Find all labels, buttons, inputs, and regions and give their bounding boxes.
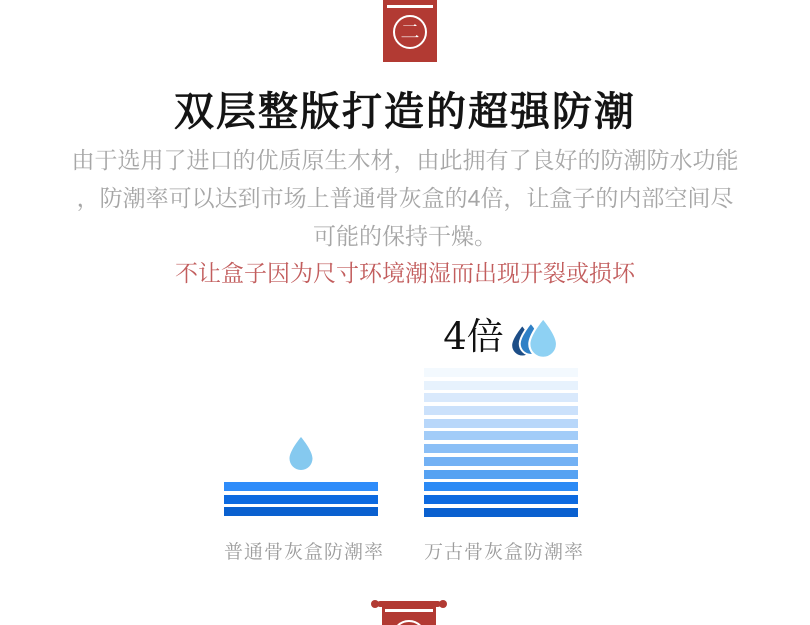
- intro-line-2: ，防潮率可以达到市场上普通骨灰盒的4倍，让盒子的内部空间尽: [76, 185, 734, 211]
- water-drop-icon: [288, 437, 314, 476]
- highlight-text: 不让盒子因为尺寸环境潮湿而出现开裂或损坏: [175, 260, 635, 286]
- bar-stripe: [424, 431, 578, 440]
- intro-paragraph: [0, 141, 810, 255]
- bar-stripe: [424, 470, 578, 479]
- bar-stripe: [424, 406, 578, 415]
- section-title: 双层整版打造的超强防潮: [174, 88, 636, 135]
- chart-label-ordinary: 普通骨灰盒防潮率: [224, 542, 385, 563]
- bar-stripe: [424, 482, 578, 491]
- intro-line-3: 可能的保持干燥。: [313, 223, 497, 249]
- bar-stripe: [424, 444, 578, 453]
- bar-stripe: [424, 457, 578, 466]
- bar-stripe: [224, 507, 378, 516]
- bar-stripe: [424, 381, 578, 390]
- multiplier-value: 4倍: [443, 314, 504, 358]
- bar-stripe: [424, 495, 578, 504]
- chapter-number-circle-peek: [392, 620, 426, 625]
- chapter-number-circle: [393, 15, 427, 49]
- triple-water-drop-icon: [509, 317, 559, 360]
- bar-stripe: [424, 508, 578, 517]
- bar-stripe: [224, 482, 378, 491]
- multiplier-annotation: [424, 310, 578, 366]
- banner-horizontal-line: [387, 5, 433, 8]
- chart-label-wangu: 万古骨灰盒防潮率: [424, 542, 585, 563]
- banner-rod-knob-right: [439, 600, 447, 608]
- section-divider-banner-top: [383, 0, 437, 62]
- bar-stripe: [224, 495, 378, 504]
- bar-stripe: [424, 419, 578, 428]
- chapter-number-glyph: 二: [400, 20, 420, 43]
- intro-line-1: 由于选用了进口的优质原生木材，由此拥有了良好的防潮防水功能: [71, 147, 739, 173]
- bars-wangu: [424, 368, 578, 517]
- bar-stripe: [424, 368, 578, 377]
- section-divider-banner-bottom: [369, 598, 449, 625]
- banner-horizontal-line: [385, 609, 433, 612]
- bars-ordinary: [224, 482, 378, 516]
- bar-stripe: [424, 393, 578, 402]
- banner-rect: [382, 607, 436, 625]
